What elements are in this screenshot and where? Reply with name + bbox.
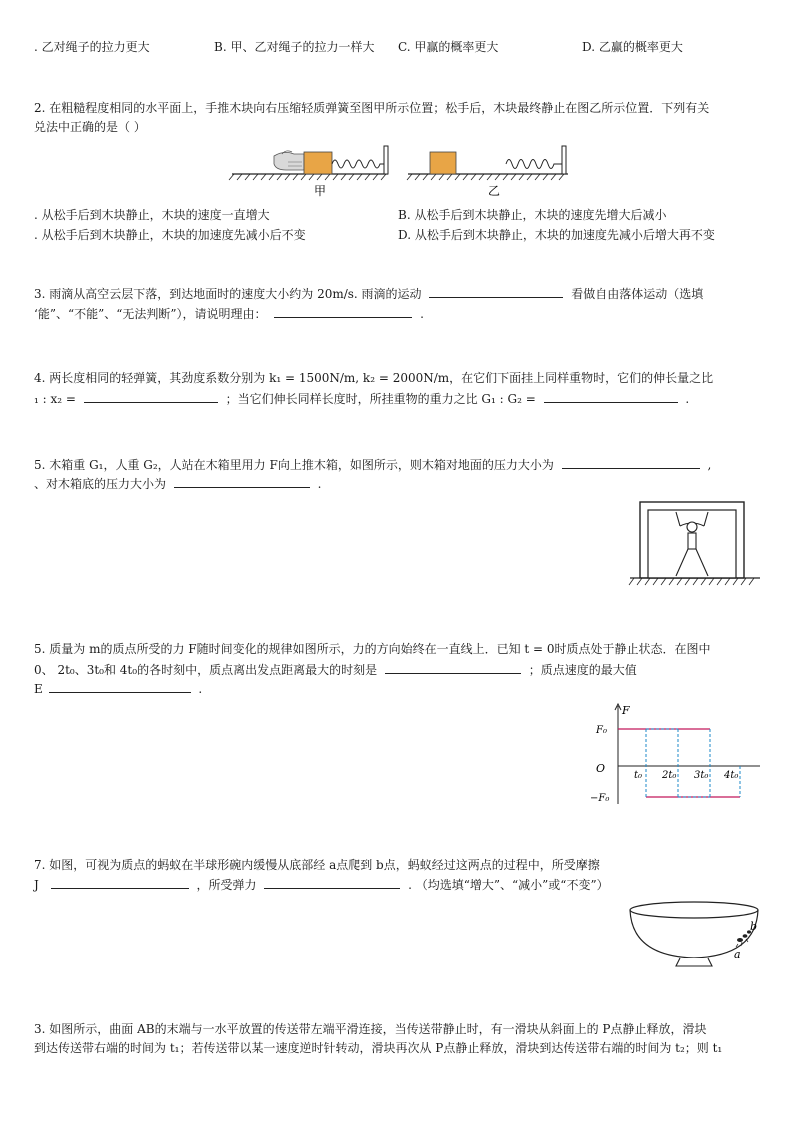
q4-line1: 4. 两长度相同的轻弹簧，其劲度系数分别为 k₁ = 1500N/m, k₂ = 2000N/m，在它们下面挂上同样重物时，它们的伸长量之比 xyxy=(34,371,714,385)
q6-blank-1[interactable] xyxy=(385,661,521,674)
bowl-base xyxy=(676,958,712,966)
q5-box-figure xyxy=(628,498,762,592)
q2-spring-figure xyxy=(226,140,572,198)
block xyxy=(304,152,332,174)
q7-line1: 7. 如图，可视为质点的蚂蚁在半球形碗内缓慢从底部经 a点爬到 b点，蚂蚁经过这两点的过程中，所受摩擦 xyxy=(34,858,600,872)
relaxed-spring xyxy=(506,160,562,169)
q6-line1: 5. 质量为 m的质点所受的力 F随时间变化的规律如图所示，力的方向始终在一直线上．已知 t = 0时质点处于静止状态．在图中 xyxy=(34,642,711,656)
q3-text-b: 看做自由落体运动（选填 xyxy=(571,287,704,301)
q7-blank-2[interactable] xyxy=(264,876,400,889)
q5-blank-1[interactable] xyxy=(562,456,700,469)
dashed-guides xyxy=(646,729,740,797)
q3-line2 xyxy=(34,305,424,322)
y-axis-label: F xyxy=(622,704,630,717)
figure-yi xyxy=(407,146,568,198)
q2-option-d: D. 从松手后到木块静止，木块的加速度先减小后增大再不变 xyxy=(398,228,715,242)
q3-blank-1[interactable] xyxy=(429,285,563,298)
q6-text-c: E xyxy=(34,682,43,696)
x-tick-2: 2t₀ xyxy=(662,770,677,781)
q6-blank-2[interactable] xyxy=(49,680,191,693)
x-tick-4: 4t₀ xyxy=(724,770,739,781)
q3-text-c: ‘能”、“不能”、“无法判断”），请说明理由： xyxy=(34,307,267,321)
q7-text-a: J xyxy=(34,878,39,892)
q5-text-a: 5. 木箱重 G₁，人重 G₂，人站在木箱里用力 F向上推木箱，如图所示，则木箱对地面的压力大小为 xyxy=(34,458,554,472)
q1-option-d: D. 乙赢的概率更大 xyxy=(582,40,683,54)
q2-option-a: . 从松手后到木块静止，木块的速度一直增大 xyxy=(34,208,270,222)
q6-line2 xyxy=(34,661,637,678)
q4-blank-2[interactable] xyxy=(544,390,678,403)
q2-stem-line2: 兑法中正确的是（ ） xyxy=(34,120,146,134)
ant-icon xyxy=(736,930,751,947)
q3-text-d: . xyxy=(420,307,424,321)
q2-option-c: . 从松手后到木块静止，木块的加速度先减小后不变 xyxy=(34,228,306,242)
q5-text-c: 、对木箱底的压力大小为 xyxy=(34,477,167,491)
q4-text-c: . xyxy=(685,392,690,406)
q8-line2: 到达传送带右端的时间为 t₁；若传送带以某一速度逆时针转动，滑块再次从 P点静止释放，滑块到达传送带右端的时间为 t₂；则 t₁ xyxy=(34,1041,723,1055)
q2-stem-line1: 2. 在粗糙程度相同的水平面上，手推木块向右压缩轻质弹簧至图甲所示位置；松手后，木块最终静止在图乙所示位置．下列有关 xyxy=(34,101,710,115)
figure-jia xyxy=(229,146,388,198)
q4-text-b: ；当它们伸长同样长度时，所挂重物的重力之比 G₁ : G₂ = xyxy=(225,392,536,406)
q6-text-a: 0、 2t₀、3t₀和 4t₀的各时刻中，质点离出发点距离最大的时刻是 xyxy=(34,663,378,677)
q1-option-c: C. 甲赢的概率更大 xyxy=(398,40,499,54)
q6-line3 xyxy=(34,680,202,697)
q5-text-b: , xyxy=(707,458,712,472)
label-yi: 乙 xyxy=(488,184,501,198)
q7-blank-1[interactable] xyxy=(51,876,189,889)
q8-line1: 3. 如图所示，曲面 AB的末端与一水平放置的传送带左端平滑连接，当传送带静止时，有一滑块从斜面上的 P点静止释放，滑块 xyxy=(34,1022,707,1036)
q1-option-a: . 乙对绳子的拉力更大 xyxy=(34,40,150,54)
q7-text-c: . （均选填“增大”、“减小”或“不变”） xyxy=(408,878,609,892)
compressed-spring xyxy=(332,160,384,168)
q5-line2 xyxy=(34,475,322,492)
y-neg-label: −F₀ xyxy=(590,793,610,804)
q3-blank-2[interactable] xyxy=(274,305,412,318)
block xyxy=(430,152,456,174)
y-pos-label: F₀ xyxy=(596,725,607,736)
q2-option-b: B. 从松手后到木块静止，木块的速度先增大后减小 xyxy=(398,208,667,222)
hand-icon xyxy=(274,151,304,170)
origin-label: O xyxy=(596,762,606,775)
q1-option-b: B. 甲、乙对绳子的拉力一样大 xyxy=(214,40,375,54)
q6-text-d: . xyxy=(198,682,203,696)
q3-line1 xyxy=(34,285,703,302)
q5-blank-2[interactable] xyxy=(174,475,310,488)
q4-line2 xyxy=(34,390,689,407)
q7-bowl-figure xyxy=(628,898,762,970)
q4-text-a: ₁ : x₂ = xyxy=(34,392,76,406)
q7-line2 xyxy=(34,876,609,893)
q5-text-d: . xyxy=(317,477,322,491)
q5-line1 xyxy=(34,456,711,473)
q6-force-graph xyxy=(588,700,762,812)
point-b-label: b xyxy=(750,920,758,933)
x-tick-1: t₀ xyxy=(634,770,643,781)
q4-blank-1[interactable] xyxy=(84,390,218,403)
q6-text-b: ；质点速度的最大值 xyxy=(528,663,637,677)
x-tick-3: 3t₀ xyxy=(694,770,709,781)
label-jia: 甲 xyxy=(314,184,327,198)
point-a-label: a xyxy=(734,948,741,961)
q3-text-a: 3. 雨滴从高空云层下落，到达地面时的速度大小约为 20m/s. 雨滴的运动 xyxy=(34,287,422,301)
q7-text-b: ，所受弹力 xyxy=(196,878,257,892)
